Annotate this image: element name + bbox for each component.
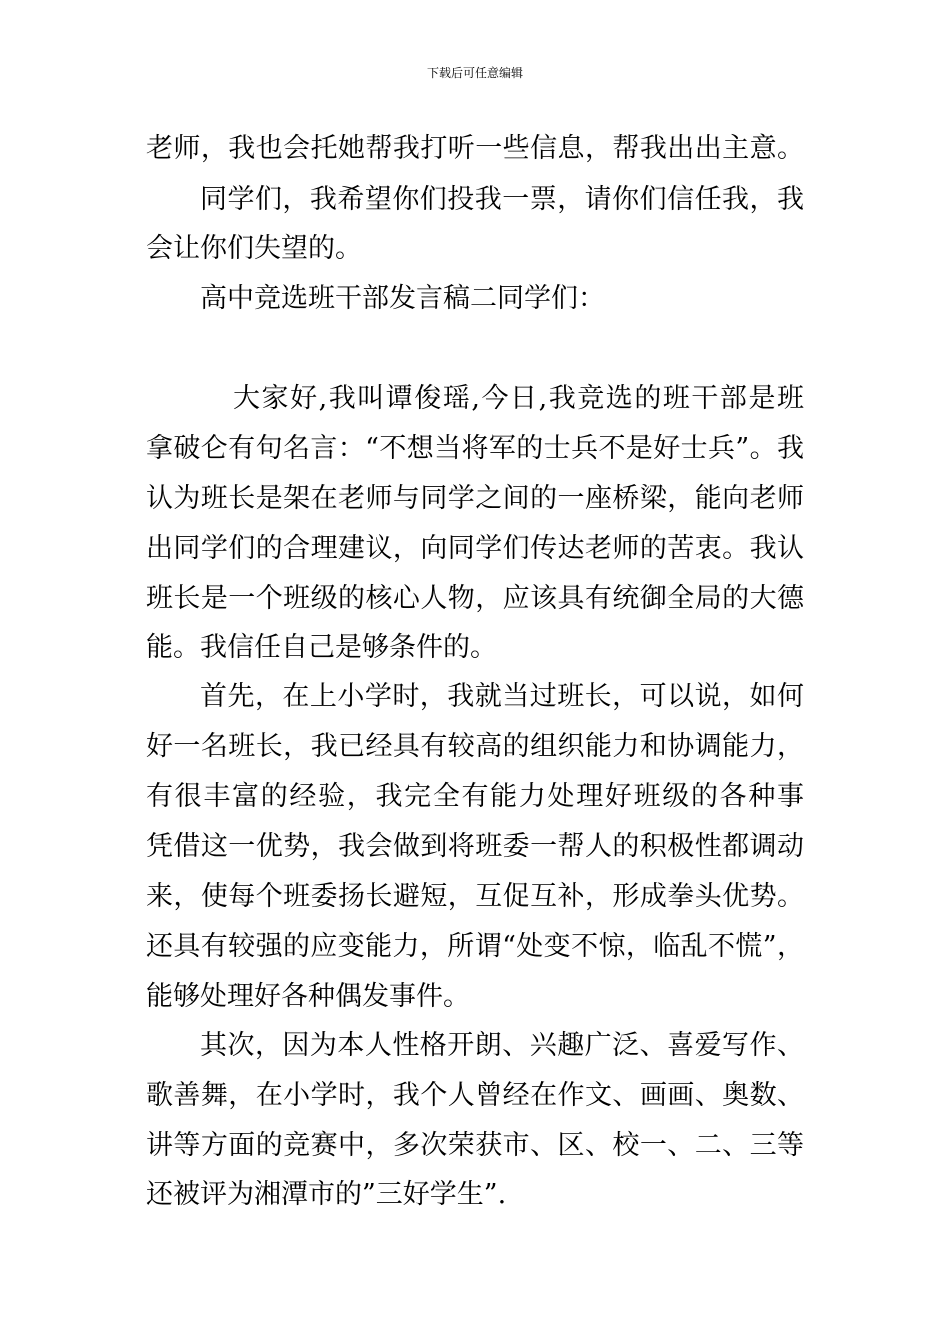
- text-line: 拿破仑有句名言：“不想当将军的士兵不是好士兵”。我: [146, 433, 804, 464]
- text-line: 能够处理好各种偶发事件。: [146, 981, 470, 1012]
- text-line: 歌善舞，在小学时，我个人曾经在作文、画画、奥数、: [146, 1080, 804, 1111]
- text-line: 有很丰富的经验，我完全有能力处理好班级的各种事: [146, 781, 804, 812]
- text-line: 出同学们的合理建议，向同学们传达老师的苦衷。我认: [146, 533, 804, 564]
- section-heading: 高中竞选班干部发言稿二同学们：: [200, 283, 605, 314]
- text-line: 来，使每个班委扬长避短，互促互补，形成拳头优势。: [146, 881, 804, 912]
- text-line: 其次，因为本人性格开朗、兴趣广泛、喜爱写作、: [200, 1030, 804, 1061]
- text-line: 好一名班长，我已经具有较高的组织能力和协调能力，: [146, 731, 804, 762]
- text-line: 凭借这一优势，我会做到将班委一帮人的积极性都调动: [146, 831, 804, 862]
- page-header: 下载后可任意编辑: [426, 66, 523, 80]
- text-line: 会让你们失望的。: [146, 233, 362, 264]
- text-line: 还被评为湘潭市的”三好学生”.: [146, 1179, 507, 1210]
- text-line: 还具有较强的应变能力，所谓“处变不惊，临乱不慌”，: [146, 931, 804, 962]
- text-line: 同学们，我希望你们投我一票，请你们信任我，我: [200, 184, 804, 215]
- text-line: 首先，在上小学时，我就当过班长，可以说，如何: [200, 681, 804, 712]
- text-line: 讲等方面的竞赛中，多次荣获市、区、校一、二、三等: [146, 1130, 804, 1161]
- text-line: 能。我信任自己是够条件的。: [146, 632, 497, 663]
- text-line: 班长是一个班级的核心人物，应该具有统御全局的大德: [146, 583, 804, 614]
- text-line: 大家好,我叫谭俊瑶,今日,我竞选的班干部是班: [233, 383, 804, 414]
- text-line: 认为班长是架在老师与同学之间的一座桥梁，能向老师: [146, 483, 804, 514]
- text-line: 老师，我也会托她帮我打听一些信息，帮我出出主意。: [146, 133, 804, 164]
